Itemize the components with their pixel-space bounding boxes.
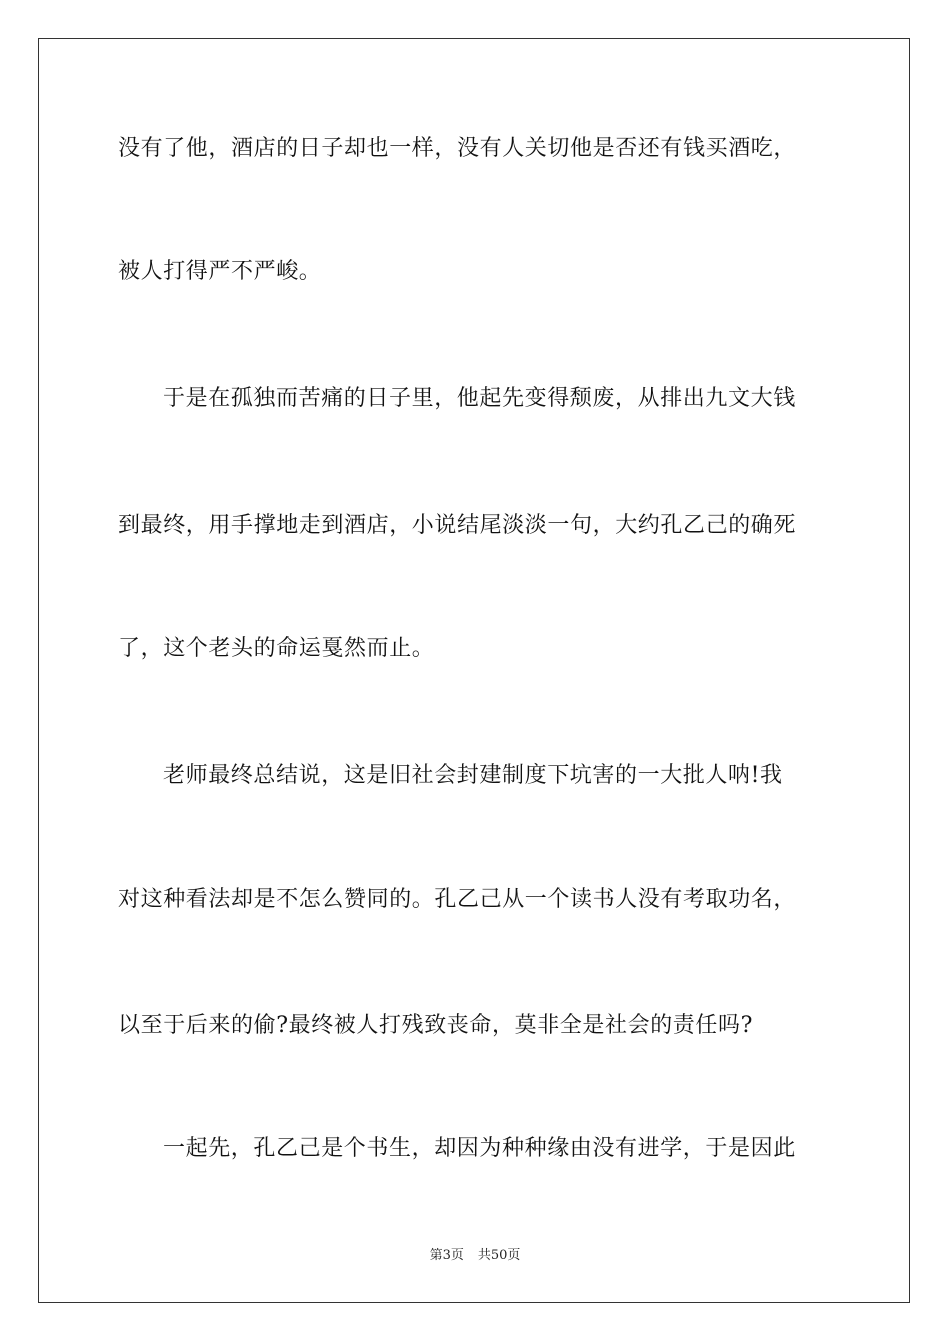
page-border bbox=[38, 38, 910, 1303]
text-line-8: 以至于后来的偷?最终被人打残致丧命，莫非全是社会的责任吗? bbox=[118, 1013, 753, 1038]
page-footer bbox=[0, 1247, 950, 1265]
text-line-7: 对这种看法却是不怎么赞同的。孔乙己从一个读书人没有考取功名， bbox=[118, 887, 797, 912]
text-line-6: 老师最终总结说，这是旧社会封建制度下坑害的一大批人呐!我 bbox=[163, 763, 783, 788]
page-number: 第3页 bbox=[429, 1248, 464, 1263]
text-line-9: 一起先，孔乙己是个书生，却因为种种缘由没有进学，于是因此 bbox=[163, 1136, 796, 1161]
page-total: 共50页 bbox=[477, 1248, 521, 1263]
text-line-2: 被人打得严不严峻。 bbox=[118, 259, 322, 284]
text-line-4: 到最终，用手撑地走到酒店，小说结尾淡淡一句，大约孔乙己的确死 bbox=[118, 513, 797, 538]
text-line-1: 没有了他，酒店的日子却也一样，没有人关切他是否还有钱买酒吃， bbox=[118, 136, 797, 161]
text-line-5: 了，这个老头的命运戛然而止。 bbox=[118, 636, 435, 661]
text-line-3: 于是在孤独而苦痛的日子里，他起先变得颓废，从排出九文大钱 bbox=[163, 386, 796, 411]
